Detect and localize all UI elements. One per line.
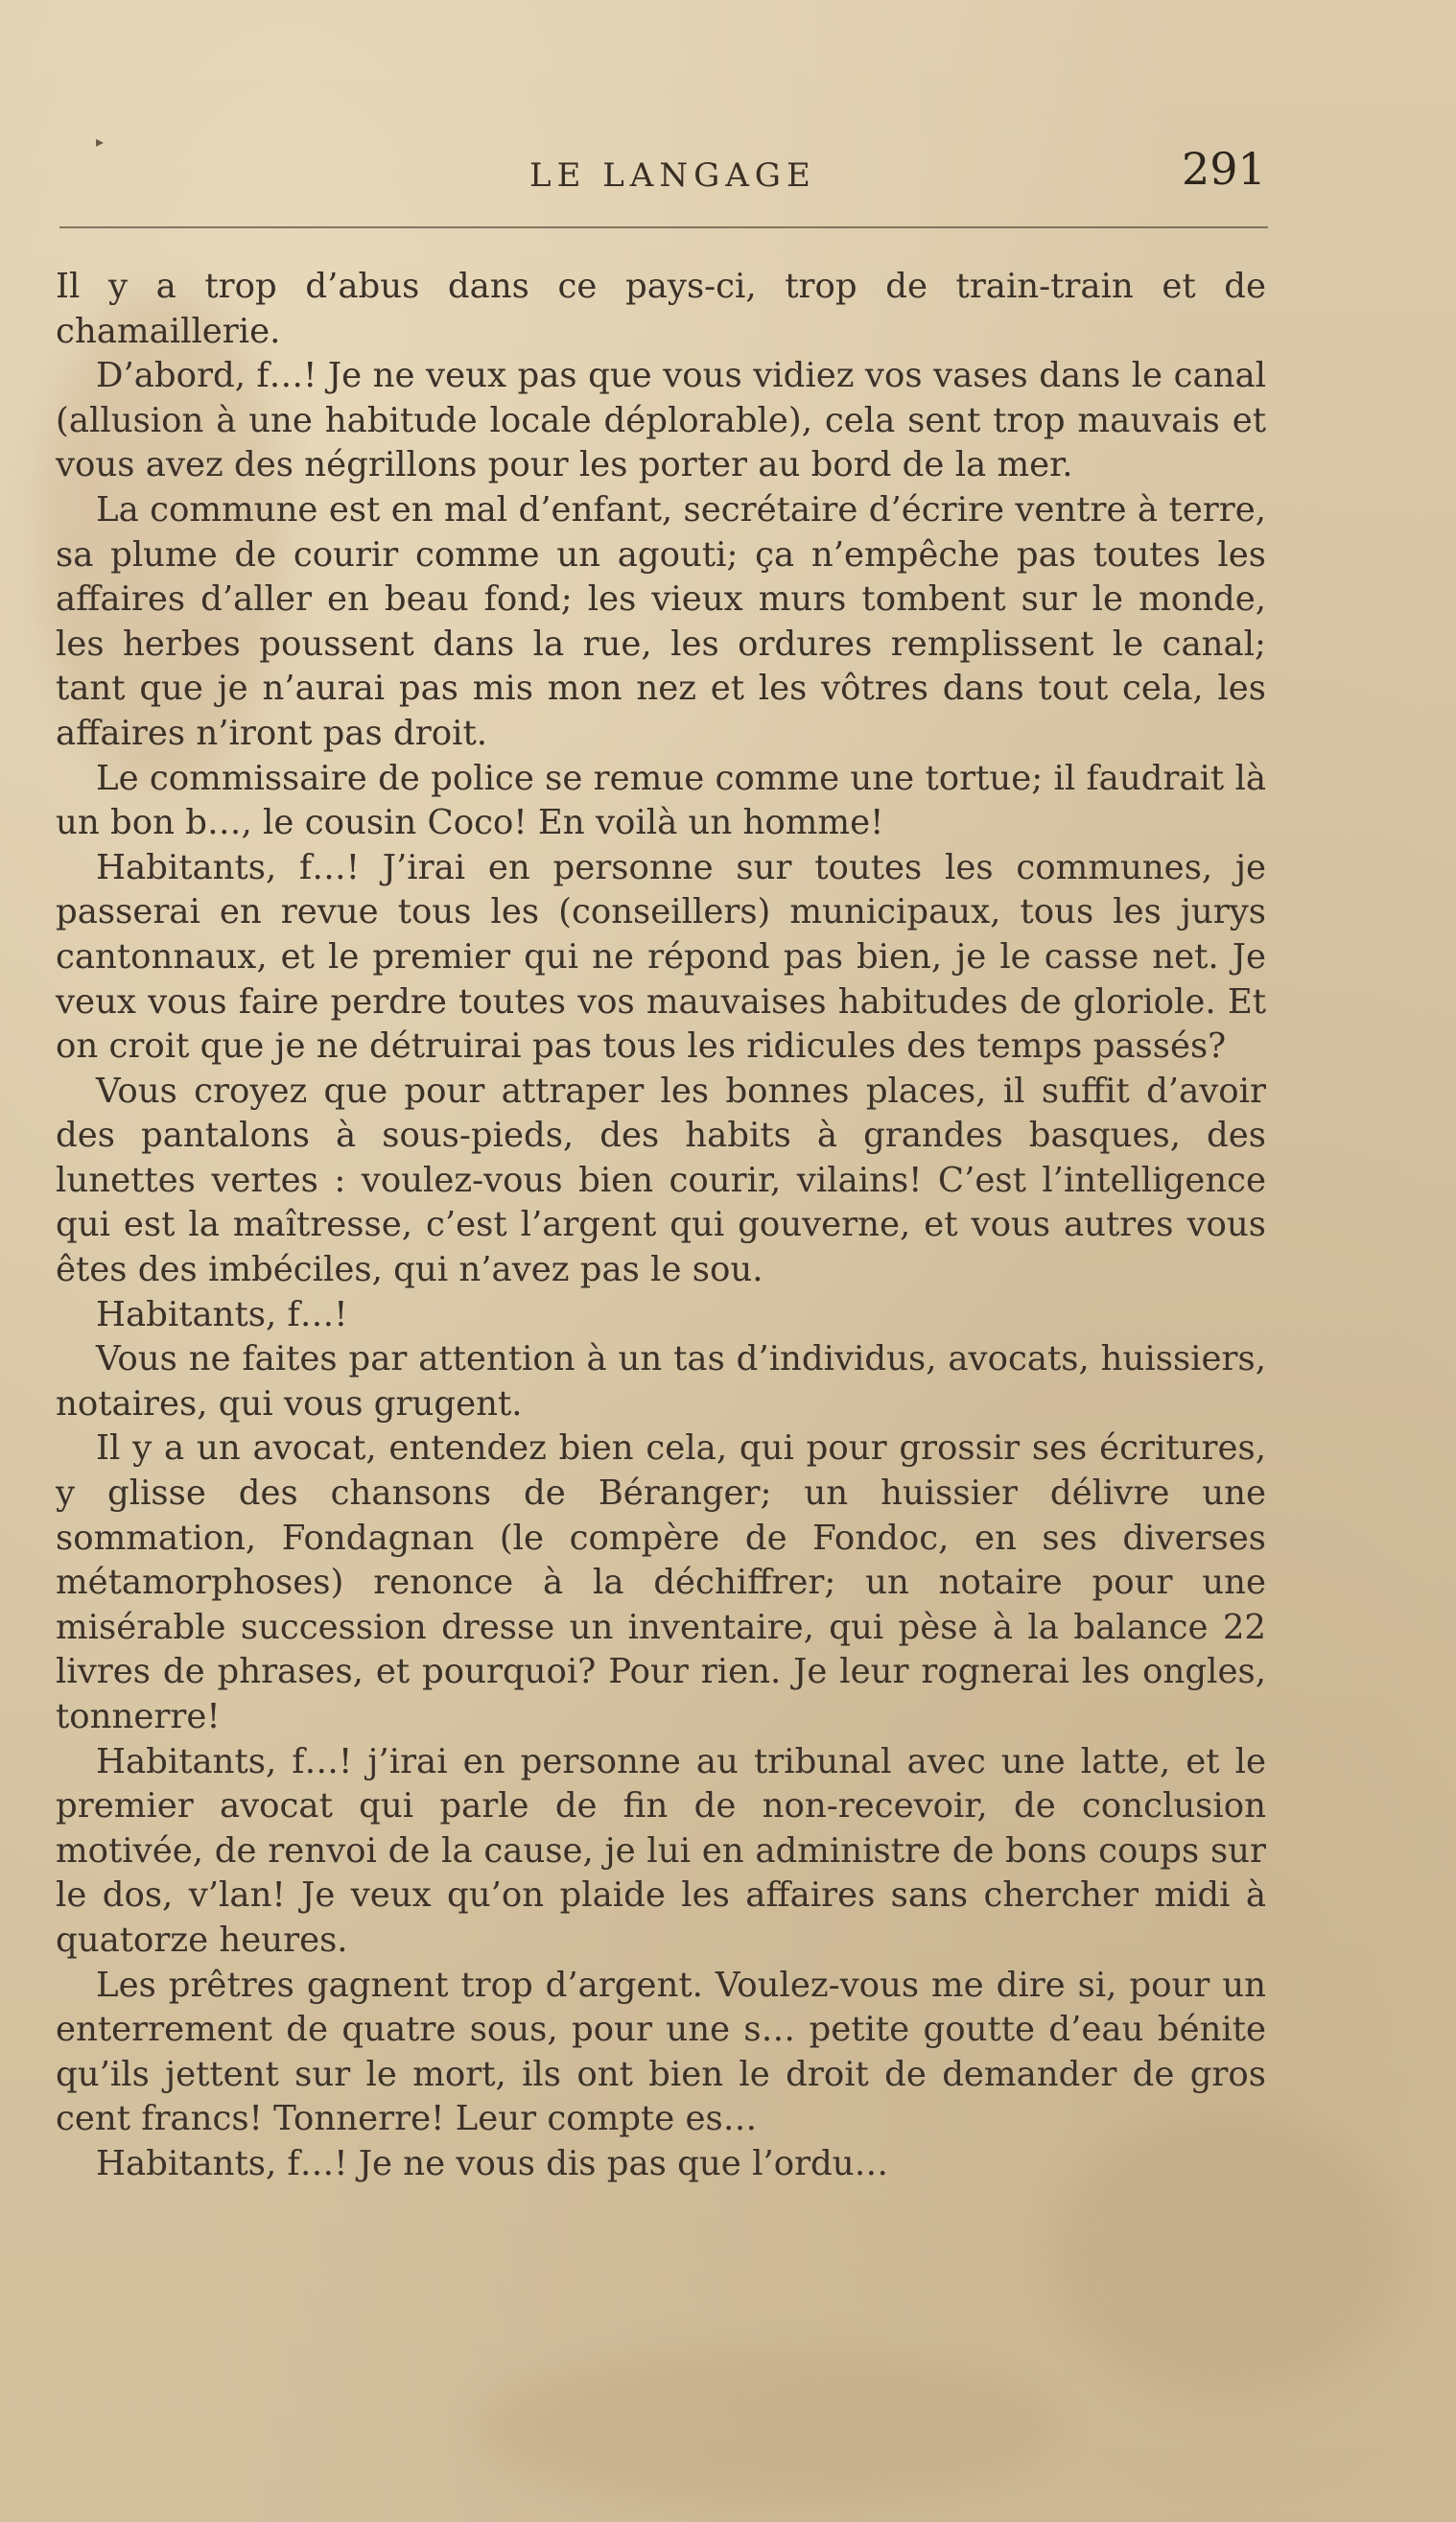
paragraph: Habitants, f…! J’irai en personne sur toutes les communes, je passerai en revue tous les (conseillers) municipaux, tous les jurys cantonnaux, et le premier qui ne répond pas bien, je le casse net. Je veux vous faire perdre toutes vos mauvaises habitudes de gloriole. Et on croit que je ne détruirai pas tous les ridicules des temps passés?	[56, 847, 1266, 1067]
running-head	[0, 139, 1456, 206]
corner-mark: ▸	[96, 132, 105, 151]
paragraph: Vous ne faites par attention à un tas d’individus, avocats, huissiers, notaires, qui vous grugent.	[56, 1339, 1266, 1424]
paragraph: Il y a trop d’abus dans ce pays-ci, trop de train-train et de chamaillerie.	[56, 267, 1266, 351]
paragraph: Il y a un avocat, entendez bien cela, qui pour grossir ses écritures, y glisse des chansons de Béranger; un huissier délivre une sommation, Fondagnan (le compère de Fondoc, en ses diverses métamorphoses) renonce à la déchiffrer; un notaire pour une misérable succession dresse un inventaire, qui pèse à la balance 22 livres de phrases, et pourquoi? Pour rien. Je leur rognerai les ongles, tonnerre!	[56, 1428, 1266, 1736]
page-number: 291	[1182, 143, 1266, 195]
running-title: LE LANGAGE	[529, 156, 816, 195]
paragraph: Les prêtres gagnent trop d’argent. Voulez-vous me dire si, pour un enterrement de quatre sous, pour une s… petite goutte d’eau bénite qu’ils jettent sur le mort, ils ont bien le droit de demander de gros cent francs! Tonnerre! Leur compte es…	[56, 1965, 1266, 2139]
paragraph: Habitants, f…! Je ne vous dis pas que l’ordu…	[96, 2143, 889, 2183]
paragraph: Habitants, f…!	[96, 1294, 348, 1334]
paragraph: Le commissaire de police se remue comme une tortue; il faudrait là un bon b…, le cousin Coco! En voilà un homme!	[56, 758, 1266, 843]
paragraph: D’abord, f…! Je ne veux pas que vous vidiez vos vases dans le canal (allusion à une habitude locale déplorable), cela sent trop mauvais et vous avez des négrillons pour les porter au bord de la mer.	[56, 356, 1266, 485]
header-rule	[59, 226, 1268, 228]
paper-stain	[480, 2350, 1055, 2504]
body-text	[56, 265, 1266, 2187]
paragraph: La commune est en mal d’enfant, secrétaire d’écrire ventre à terre, sa plume de courir comme un agouti; ça n’empêche pas toutes les affaires d’aller en beau fond; les vieux murs tombent sur le monde, les herbes poussent dans la rue, les ordures remplissent le canal; tant que je n’aurai pas mis mon nez et les vôtres dans tout cela, les affaires n’iront pas droit.	[56, 489, 1266, 753]
paragraph: Vous croyez que pour attraper les bonnes places, il suffit d’avoir des pantalons à sous-pieds, des habits à grandes basques, des lunettes vertes : voulez-vous bien courir, vilains! C’est l’intelligence qui est la maîtresse, c’est l’argent qui gouverne, et vous autres vous êtes des imbéciles, qui n’avez pas le sou.	[56, 1071, 1266, 1290]
paragraph: Habitants, f…! j’irai en personne au tribunal avec une latte, et le premier avocat qui parle de fin de non-recevoir, de conclusion motivée, de renvoi de la cause, je lui en administre de bons coups sur le dos, v’lan! Je veux qu’on plaide les affaires sans chercher midi à quatorze heures.	[56, 1741, 1266, 1960]
